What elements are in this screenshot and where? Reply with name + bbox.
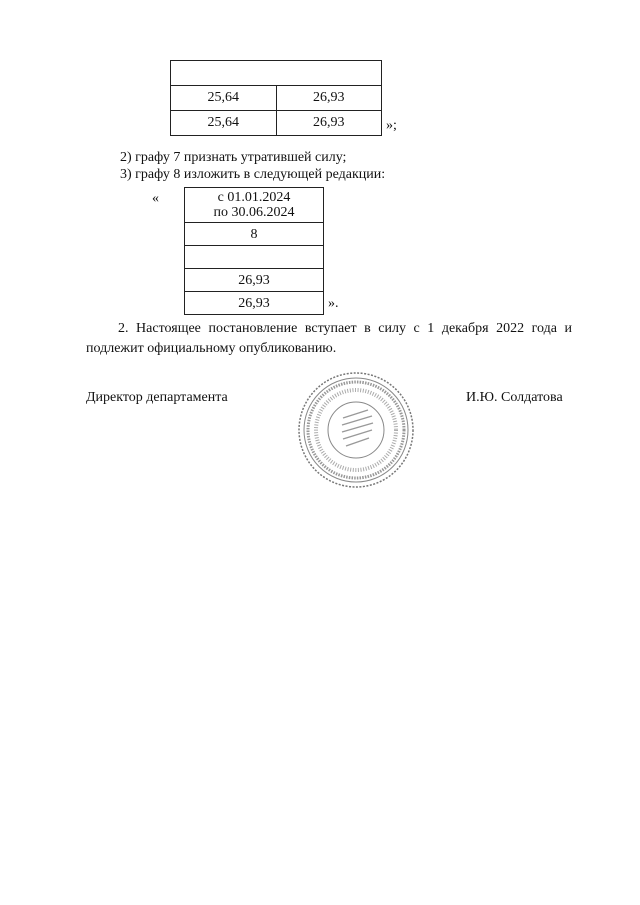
table-row	[171, 111, 382, 136]
table-cell: 26,93	[185, 292, 324, 315]
closing-quote-1: »;	[386, 118, 397, 133]
table-cell: 25,64	[171, 86, 277, 111]
table-row	[185, 188, 324, 223]
table-row	[185, 223, 324, 246]
period-end: по 30.06.2024	[213, 205, 295, 220]
rates-table-bottom	[184, 187, 324, 315]
period-start: с 01.01.2024	[217, 190, 291, 205]
table-cell: 26,93	[276, 111, 382, 136]
closing-quote-2: ».	[328, 296, 339, 311]
item-2-text: 2) графу 7 признать утратившей силу;	[120, 150, 347, 165]
table-row	[171, 86, 382, 111]
table-cell-empty	[171, 61, 382, 86]
effective-date-paragraph: 2. Настоящее постановление вступает в силу с 1 декабря 2022 года и подлежит официальному опубликованию.	[86, 321, 572, 356]
official-seal-stamp	[296, 370, 416, 490]
rates-table-top	[170, 60, 382, 136]
table-row	[171, 61, 382, 86]
table-row	[185, 269, 324, 292]
table-cell: 26,93	[185, 269, 324, 292]
period-header-cell	[185, 188, 324, 223]
table-row	[185, 246, 324, 269]
table-cell-empty	[185, 246, 324, 269]
opening-quote: «	[152, 191, 159, 206]
signatory-name: И.Ю. Солдатова	[466, 390, 563, 405]
table-cell: 25,64	[171, 111, 277, 136]
table-cell: 26,93	[276, 86, 382, 111]
signatory-position: Директор департамента	[86, 390, 228, 405]
table-row	[185, 292, 324, 315]
column-number-cell: 8	[185, 223, 324, 246]
item-3-text: 3) графу 8 изложить в следующей редакции:	[120, 167, 386, 182]
